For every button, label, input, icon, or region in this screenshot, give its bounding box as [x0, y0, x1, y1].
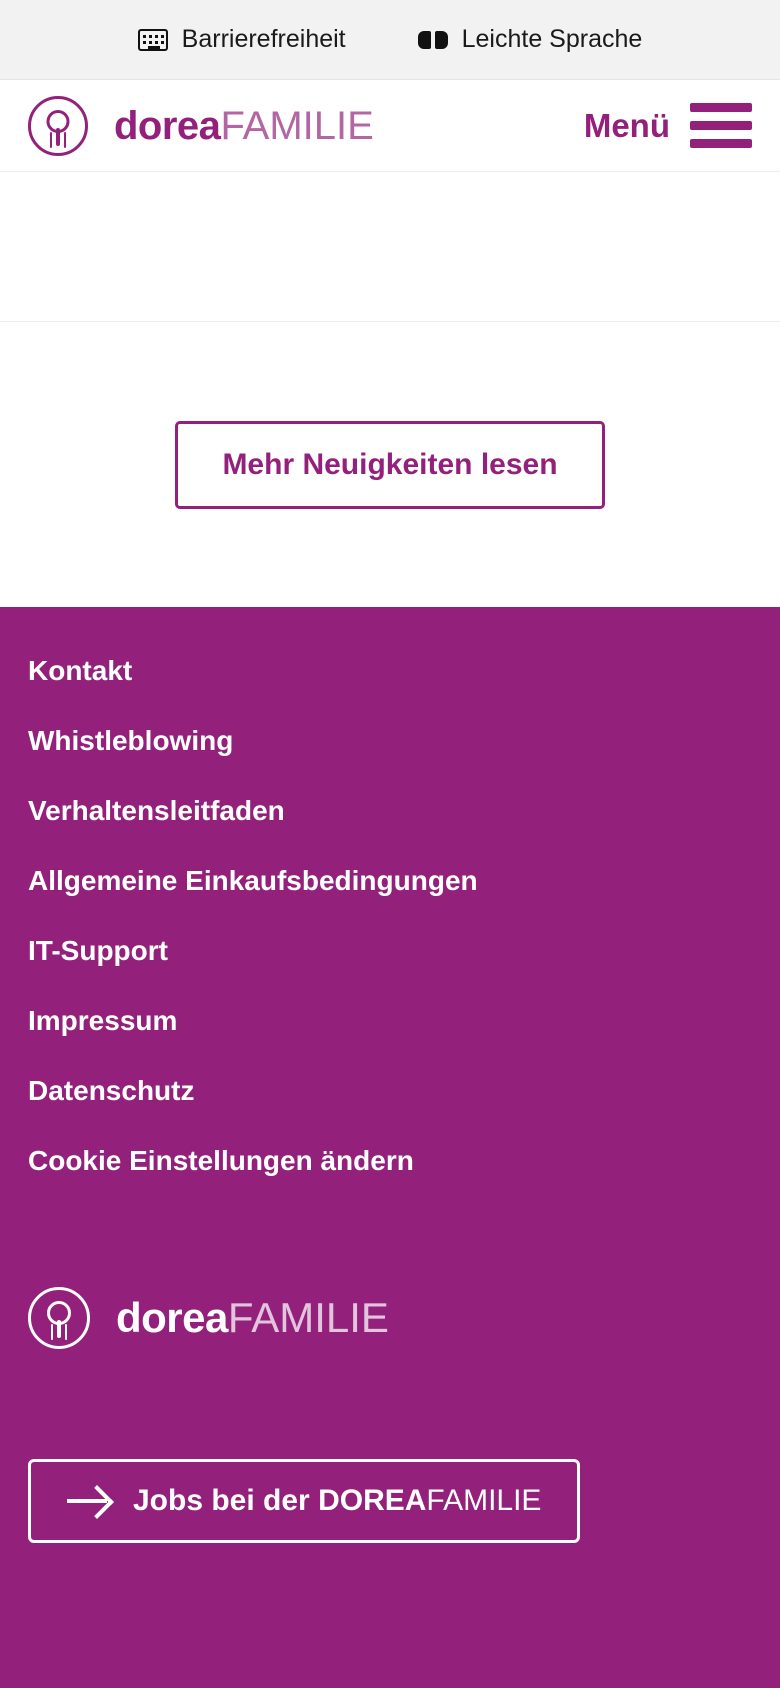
menu-button-label: Menü — [583, 106, 670, 144]
accessibility-topbar — [0, 0, 780, 80]
list-item — [28, 935, 752, 967]
book-icon — [418, 29, 448, 51]
keyboard-icon — [138, 29, 168, 51]
footer-link-einkaufsbedingungen[interactable]: Allgemeine Einkaufsbedingungen — [28, 865, 478, 896]
footer-link-list — [28, 655, 752, 1177]
header-logo[interactable] — [28, 96, 374, 156]
jobs-button-bold: DOREA — [318, 1484, 427, 1517]
list-item — [28, 795, 752, 827]
site-header — [0, 80, 780, 172]
topbar-item-label: Barrierefreiheit — [181, 25, 346, 53]
brand-wordmark-bold: dorea — [114, 103, 221, 148]
footer-link-datenschutz[interactable]: Datenschutz — [28, 1075, 195, 1106]
list-item — [28, 725, 752, 757]
footer-link-kontakt[interactable]: Kontakt — [28, 655, 133, 686]
hamburger-icon — [690, 103, 752, 148]
footer-logo[interactable] — [28, 1287, 752, 1349]
list-item — [28, 1005, 752, 1037]
topbar-item-label: Leichte Sprache — [461, 25, 643, 53]
footer-brand-wordmark-bold: dorea — [116, 1294, 228, 1341]
jobs-button-label — [133, 1486, 541, 1516]
footer-link-cookie-settings[interactable]: Cookie Einstellungen ändern — [28, 1145, 414, 1176]
brand-wordmark — [114, 103, 374, 148]
dorea-logo-icon — [28, 1287, 90, 1349]
jobs-button[interactable] — [28, 1459, 580, 1543]
jobs-button-prefix: Jobs bei der — [133, 1484, 319, 1517]
brand-wordmark-light: FAMILIE — [220, 103, 374, 148]
list-item — [28, 655, 752, 687]
dorea-logo-icon — [28, 96, 88, 156]
footer-link-whistleblowing[interactable]: Whistleblowing — [28, 725, 234, 756]
footer-brand-wordmark — [116, 1294, 389, 1341]
news-section — [0, 322, 780, 607]
arrow-right-icon — [67, 1499, 107, 1503]
topbar-item-leichte-sprache[interactable] — [418, 27, 643, 52]
site-footer — [0, 607, 780, 1688]
menu-button[interactable] — [584, 103, 752, 148]
list-item — [28, 1145, 752, 1177]
list-item — [28, 1075, 752, 1107]
topbar-item-barrierefreiheit[interactable] — [138, 27, 346, 52]
footer-link-impressum[interactable]: Impressum — [28, 1005, 178, 1036]
read-more-news-button[interactable]: Mehr Neuigkeiten lesen — [175, 421, 604, 509]
list-item — [28, 865, 752, 897]
content-band — [0, 172, 780, 322]
footer-brand-wordmark-light: FAMILIE — [227, 1294, 389, 1341]
footer-link-it-support[interactable]: IT-Support — [28, 935, 168, 966]
jobs-button-light: FAMILIE — [426, 1484, 542, 1517]
footer-link-verhaltensleitfaden[interactable]: Verhaltensleitfaden — [28, 795, 285, 826]
